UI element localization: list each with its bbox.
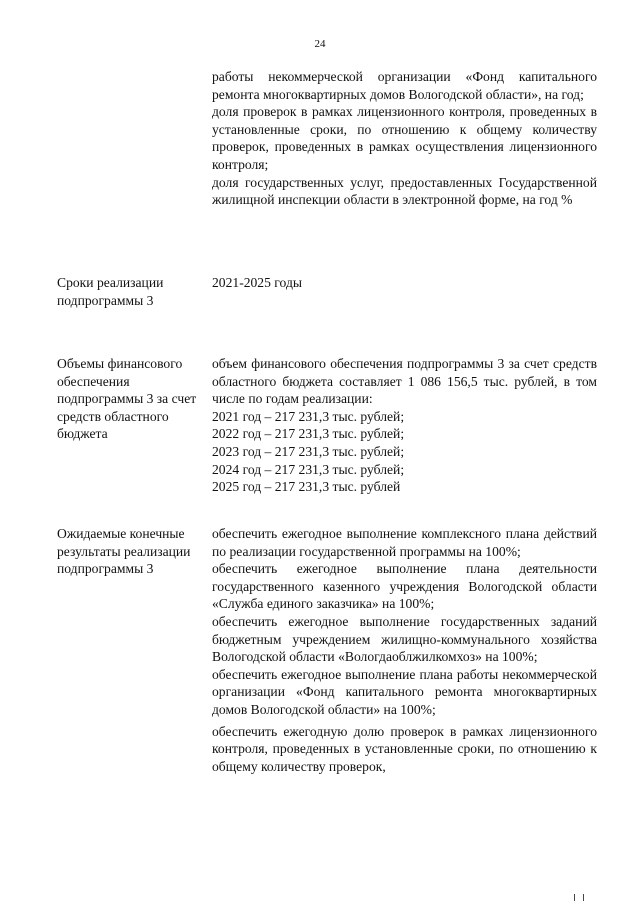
funding-value	[212, 355, 597, 496]
indicators-continuation	[212, 68, 597, 209]
funding-year-2022: 2022 год – 217 231,3 тыс. рублей;	[212, 426, 405, 442]
page-number: 24	[314, 38, 326, 50]
indicator-electronic-services: доля государственных услуг, предоставленных Государственной жилищной инспекции области в электронной форме, на год %	[212, 174, 597, 208]
results-value	[212, 525, 597, 775]
results-label: Ожидаемые конечные результаты реализации подпрограммы 3	[57, 526, 191, 577]
indicator-capital-repair-fund: работы некоммерческой организации «Фонд капитального ремонта многоквартирных домов Вологодской области», на год;	[212, 69, 597, 102]
funding-intro: объем финансового обеспечения подпрограммы 3 за счет средств областного бюджета составляет 1 086 156,5 тыс. рублей, в том числе по годам реализации:	[212, 356, 597, 407]
funding-label: Объемы финансового обеспечения подпрограммы 3 за счет средств областного бюджета	[57, 356, 197, 442]
result-capital-repair-fund: обеспечить ежегодное выполнение плана работы некоммерческой организации «Фонд капитального ремонта многоквартирных домов Вологодской области» на 100%;	[212, 666, 597, 717]
result-license-inspections: обеспечить ежегодную долю проверок в рамках лицензионного контроля, проведенных в установленные сроки, по отношению к общему количеству проверок,	[212, 723, 597, 774]
funding-year-2024: 2024 год – 217 231,3 тыс. рублей;	[212, 461, 405, 477]
scan-corner-marks	[574, 894, 586, 902]
indicator-license-inspections: доля проверок в рамках лицензионного контроля, проведенных в установленные сроки, по отношению к общему количеству проверок, проведенных в рамках осуществления лицензионного контроля;	[212, 104, 597, 172]
funding-year-2025: 2025 год – 217 231,3 тыс. рублей	[212, 479, 401, 495]
terms-value: 2021-2025 годы	[212, 275, 302, 290]
funding-year-2023: 2023 год – 217 231,3 тыс. рублей;	[212, 443, 405, 459]
result-state-assignments: обеспечить ежегодное выполнение государственных заданий бюджетным учреждением жилищно-коммунального хозяйства Вологодской области «Вологдаоблжилкомхоз» на 100%;	[212, 613, 597, 665]
result-complex-plan: обеспечить ежегодное выполнение комплексного плана действий по реализации государственной программы на 100%;	[212, 526, 597, 559]
funding-year-2021: 2021 год – 217 231,3 тыс. рублей;	[212, 408, 405, 424]
terms-label: Сроки реализации подпрограммы 3	[57, 275, 164, 308]
result-customer-service: обеспечить ежегодное выполнение плана деятельности государственного казенного учреждения Вологодской области «Служба единого заказчика» на 100%;	[212, 561, 597, 612]
